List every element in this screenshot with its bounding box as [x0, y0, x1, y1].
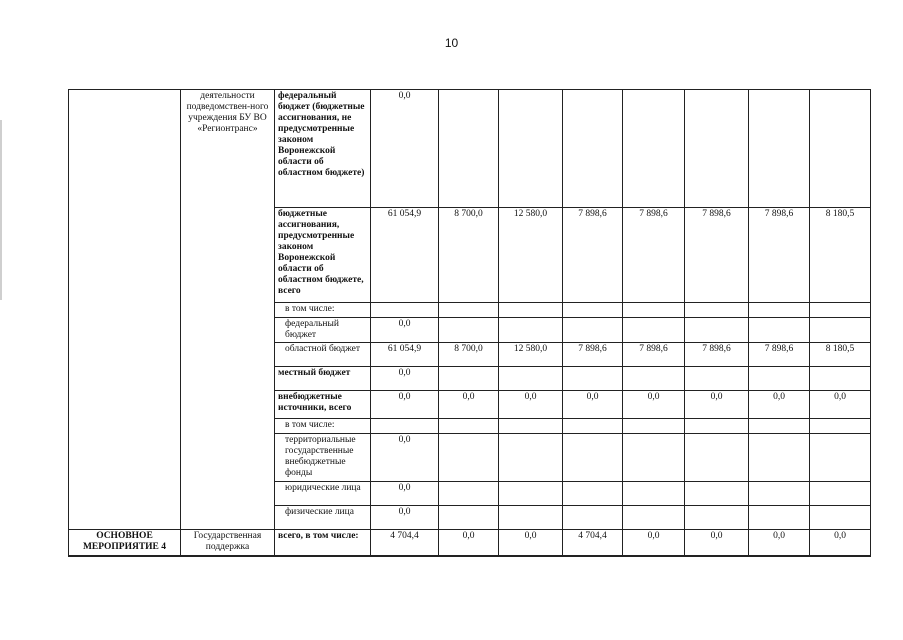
activity-cell: Государственная поддержка: [181, 530, 275, 556]
value-cell: [749, 367, 810, 391]
value-cell: 4 704,4: [563, 530, 623, 556]
value-cell: [623, 419, 685, 434]
value-cell: [563, 303, 623, 318]
value-cell: [623, 318, 685, 343]
value-cell: [749, 434, 810, 482]
value-cell: 7 898,6: [563, 208, 623, 303]
budget-table: [68, 89, 871, 557]
value-cell: 8 700,0: [439, 208, 499, 303]
value-cell: [499, 303, 563, 318]
value-cell: 7 898,6: [623, 343, 685, 367]
value-cell: [499, 434, 563, 482]
value-cell: 0,0: [810, 530, 871, 556]
source-cell: федеральный бюджет (бюджетные ассигнования, не предусмотренные законом Воронежской области об областном бюджете): [275, 90, 371, 208]
value-cell: [623, 303, 685, 318]
source-cell: федеральный бюджет: [275, 318, 371, 343]
value-cell: 8 700,0: [439, 343, 499, 367]
value-cell: 7 898,6: [623, 208, 685, 303]
value-cell: [499, 318, 563, 343]
value-cell: [499, 90, 563, 208]
value-cell: 61 054,9: [371, 343, 439, 367]
table-row: [69, 90, 871, 208]
source-cell: юридические лица: [275, 482, 371, 506]
value-cell: [371, 419, 439, 434]
value-cell: [685, 367, 749, 391]
value-cell: 0,0: [371, 434, 439, 482]
value-cell: [810, 318, 871, 343]
value-cell: [439, 303, 499, 318]
source-cell: всего, в том числе:: [275, 530, 371, 556]
value-cell: [563, 318, 623, 343]
value-cell: 7 898,6: [563, 343, 623, 367]
value-cell: [685, 90, 749, 208]
source-cell: местный бюджет: [275, 367, 371, 391]
value-cell: 7 898,6: [749, 343, 810, 367]
value-cell: [499, 419, 563, 434]
value-cell: [439, 90, 499, 208]
value-cell: 0,0: [371, 367, 439, 391]
value-cell: 0,0: [685, 391, 749, 419]
source-cell: внебюджетные источники, всего: [275, 391, 371, 419]
value-cell: 0,0: [371, 391, 439, 419]
value-cell: [439, 367, 499, 391]
value-cell: [499, 506, 563, 530]
value-cell: [810, 434, 871, 482]
value-cell: 0,0: [563, 391, 623, 419]
value-cell: 0,0: [371, 482, 439, 506]
value-cell: 12 580,0: [499, 343, 563, 367]
value-cell: [563, 434, 623, 482]
value-cell: [685, 506, 749, 530]
status-cell-empty: [69, 90, 181, 530]
source-cell: в том числе:: [275, 419, 371, 434]
source-cell: областной бюджет: [275, 343, 371, 367]
value-cell: 0,0: [371, 90, 439, 208]
source-cell: физические лица: [275, 506, 371, 530]
value-cell: [685, 482, 749, 506]
page-number: 10: [444, 36, 459, 50]
value-cell: 0,0: [439, 530, 499, 556]
value-cell: [439, 482, 499, 506]
value-cell: [810, 482, 871, 506]
value-cell: [685, 303, 749, 318]
value-cell: 0,0: [685, 530, 749, 556]
value-cell: [439, 434, 499, 482]
value-cell: [563, 419, 623, 434]
value-cell: [810, 367, 871, 391]
value-cell: [563, 482, 623, 506]
source-cell: территориальные государственные внебюджетные фонды: [275, 434, 371, 482]
value-cell: [623, 506, 685, 530]
value-cell: [371, 303, 439, 318]
value-cell: 0,0: [749, 391, 810, 419]
value-cell: [810, 90, 871, 208]
table-row: [69, 530, 871, 556]
value-cell: [563, 506, 623, 530]
value-cell: [749, 419, 810, 434]
value-cell: 8 180,5: [810, 343, 871, 367]
value-cell: [749, 482, 810, 506]
value-cell: [623, 367, 685, 391]
value-cell: 0,0: [810, 391, 871, 419]
value-cell: 4 704,4: [371, 530, 439, 556]
value-cell: [685, 419, 749, 434]
value-cell: [810, 506, 871, 530]
value-cell: [439, 419, 499, 434]
value-cell: 0,0: [499, 391, 563, 419]
value-cell: 0,0: [623, 530, 685, 556]
status-cell: ОСНОВНОЕ МЕРОПРИЯТИЕ 4: [69, 530, 181, 556]
value-cell: 7 898,6: [685, 208, 749, 303]
value-cell: [810, 419, 871, 434]
value-cell: [749, 90, 810, 208]
scan-edge-mark: [0, 120, 2, 300]
value-cell: 0,0: [439, 391, 499, 419]
value-cell: [685, 318, 749, 343]
value-cell: [810, 303, 871, 318]
value-cell: 8 180,5: [810, 208, 871, 303]
value-cell: [749, 506, 810, 530]
value-cell: [749, 303, 810, 318]
source-cell: бюджетные ассигнования, предусмотренные законом Воронежской области об областном бюджете, всего: [275, 208, 371, 303]
value-cell: 0,0: [499, 530, 563, 556]
source-cell: в том числе:: [275, 303, 371, 318]
value-cell: 61 054,9: [371, 208, 439, 303]
value-cell: [623, 434, 685, 482]
value-cell: [499, 367, 563, 391]
value-cell: 12 580,0: [499, 208, 563, 303]
value-cell: [685, 434, 749, 482]
value-cell: [439, 318, 499, 343]
value-cell: [439, 506, 499, 530]
value-cell: [563, 367, 623, 391]
value-cell: 0,0: [371, 506, 439, 530]
value-cell: [749, 318, 810, 343]
value-cell: [623, 482, 685, 506]
value-cell: 7 898,6: [749, 208, 810, 303]
value-cell: [499, 482, 563, 506]
value-cell: 0,0: [749, 530, 810, 556]
value-cell: 0,0: [371, 318, 439, 343]
activity-cell: деятельности подведомствен-ного учреждения БУ ВО «Регионтранс»: [181, 90, 275, 530]
value-cell: [563, 90, 623, 208]
value-cell: 7 898,6: [685, 343, 749, 367]
value-cell: [623, 90, 685, 208]
value-cell: 0,0: [623, 391, 685, 419]
